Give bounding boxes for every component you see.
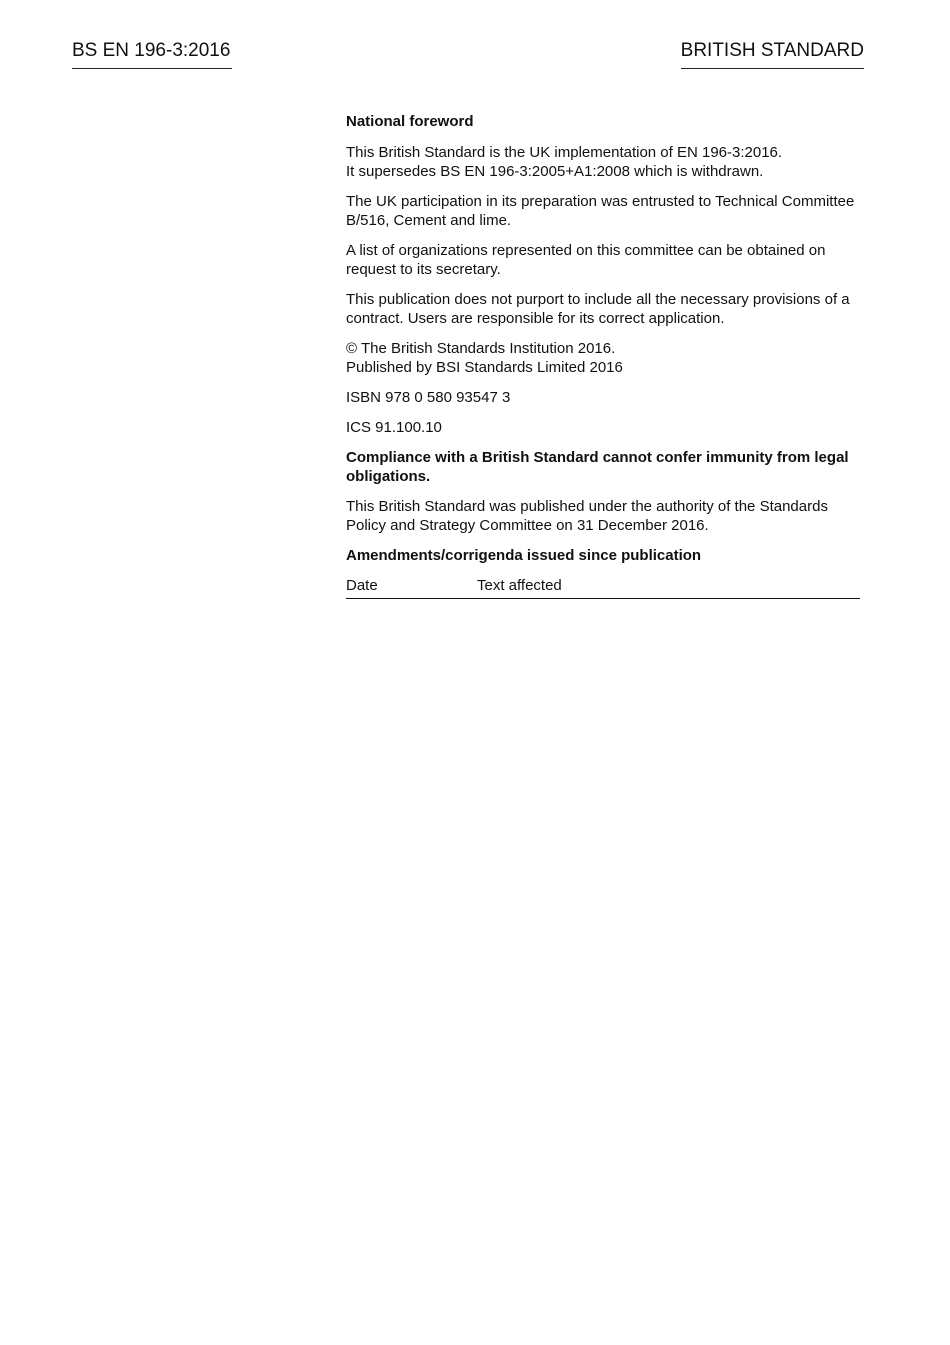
contract-paragraph: This publication does not purport to include all the necessary provisions of a contract. Users are responsible for its correct application. [346, 291, 850, 327]
document-id-header: BS EN 196-3:2016 [72, 40, 232, 69]
amendments-header-row [346, 576, 860, 599]
compliance-statement: Compliance with a British Standard cannot confer immunity from legal obligations. [346, 449, 849, 485]
text-affected-column-header: Text affected [477, 576, 860, 599]
copyright-line-2: Published by BSI Standards Limited 2016 [346, 359, 623, 376]
implementation-line-2: It supersedes BS EN 196-3:2005+A1:2008 which is withdrawn. [346, 163, 764, 180]
committee-list-paragraph: A list of organizations represented on this committee can be obtained on request to its secretary. [346, 242, 826, 278]
committee-paragraph: The UK participation in its preparation was entrusted to Technical Committee B/516, Cement and lime. [346, 193, 855, 229]
national-foreword [346, 112, 860, 599]
copyright-line-1: © The British Standards Institution 2016. [346, 340, 616, 357]
implementation-line-1: This British Standard is the UK implementation of EN 196-3:2016. [346, 144, 783, 161]
isbn: ISBN 978 0 580 93547 3 [346, 389, 511, 406]
implementation-paragraph [346, 143, 860, 181]
amendments-title: Amendments/corrigenda issued since publication [346, 547, 702, 564]
amendments-table [346, 576, 860, 599]
copyright-paragraph [346, 339, 860, 377]
foreword-title: National foreword [346, 113, 474, 130]
authority-paragraph: This British Standard was published under the authority of the Standards Policy and Strategy Committee on 31 December 2016. [346, 498, 828, 534]
series-header: BRITISH STANDARD [681, 40, 864, 69]
ics: ICS 91.100.10 [346, 419, 442, 436]
date-column-header: Date [346, 576, 477, 599]
